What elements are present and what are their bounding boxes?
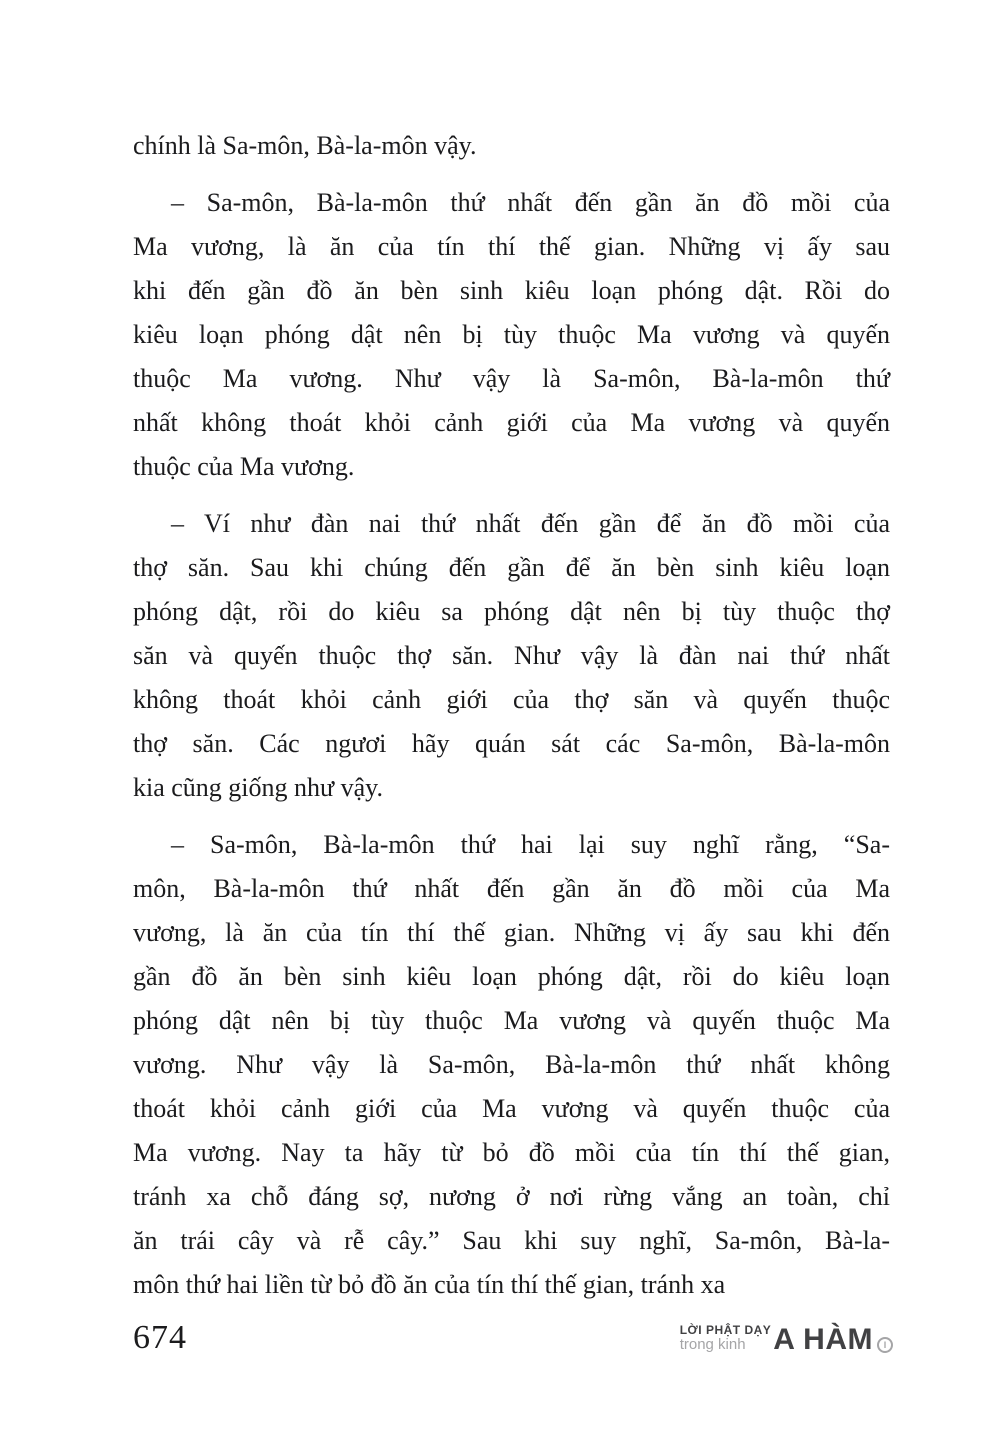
text-line: – Ví như đàn nai thứ nhất đến gần để ăn đồ mồi của [171, 509, 890, 538]
text-line: Ma vương. Nay ta hãy từ bỏ đồ mồi của tín thí thế gian, [133, 1138, 890, 1167]
text-line: kiêu loạn phóng dật nên bị tùy thuộc Ma vương và quyến [133, 320, 890, 349]
page-footer [133, 1318, 893, 1358]
body-text [133, 124, 890, 1307]
text-line: thợ săn. Các ngươi hãy quán sát các Sa-môn, Bà-la-môn [133, 729, 890, 758]
text-line: ăn trái cây và rễ cây.” Sau khi suy nghĩ, Sa-môn, Bà-la- [133, 1226, 890, 1255]
text-line: săn và quyến thuộc thợ săn. Như vậy là đàn nai thứ nhất [133, 641, 890, 670]
volume-one-label: I [883, 1340, 887, 1350]
paragraph [133, 502, 890, 810]
text-line: gần đồ ăn bèn sinh kiêu loạn phóng dật, rồi do kiêu loạn [133, 962, 890, 991]
text-line: khi đến gần đồ ăn bèn sinh kiêu loạn phóng dật. Rồi do [133, 276, 890, 305]
paragraph [133, 124, 890, 168]
book-logo [680, 1324, 893, 1354]
text-line: vương. Như vậy là Sa-môn, Bà-la-môn thứ nhất không [133, 1050, 890, 1079]
logo-series-title: LỜI PHẬT DẠY [679, 1323, 772, 1337]
page-number: 674 [133, 1319, 187, 1356]
text-line: thuộc Ma vương. Như vậy là Sa-môn, Bà-la-môn thứ [133, 364, 890, 393]
text-line: chính là Sa-môn, Bà-la-môn vậy. [133, 131, 477, 160]
text-line: vương, là ăn của tín thí thế gian. Những vị ấy sau khi đến [133, 918, 890, 947]
text-line: Ma vương, là ăn của tín thí thế gian. Những vị ấy sau [133, 232, 890, 261]
text-line: kia cũng giống như vậy. [133, 773, 383, 802]
logo-series-subtitle: trong kinh [679, 1336, 746, 1353]
text-line: thuộc của Ma vương. [133, 452, 355, 481]
text-line: tránh xa chỗ đáng sợ, nương ở nơi rừng vắng an toàn, chỉ [133, 1182, 890, 1211]
text-line: – Sa-môn, Bà-la-môn thứ nhất đến gần ăn đồ mồi của [171, 188, 890, 217]
paragraph [133, 181, 890, 489]
volume-one-icon [877, 1337, 893, 1353]
logo-book-title: A HÀM [773, 1323, 873, 1356]
logo-series-block [680, 1324, 772, 1354]
text-line: thoát khỏi cảnh giới của Ma vương và quyến thuộc của [133, 1094, 890, 1123]
text-line: thợ săn. Sau khi chúng đến gần để ăn bèn sinh kiêu loạn [133, 553, 890, 582]
text-line: nhất không thoát khỏi cảnh giới của Ma vương và quyến [133, 408, 890, 437]
text-line: – Sa-môn, Bà-la-môn thứ hai lại suy nghĩ rằng, “Sa- [171, 830, 890, 859]
text-line: phóng dật nên bị tùy thuộc Ma vương và quyến thuộc Ma [133, 1006, 890, 1035]
text-line: phóng dật, rồi do kiêu sa phóng dật nên bị tùy thuộc thợ [133, 597, 890, 626]
paragraph [133, 823, 890, 1307]
text-line: không thoát khỏi cảnh giới của thợ săn và quyến thuộc [133, 685, 890, 714]
text-line: môn thứ hai liền từ bỏ đồ ăn của tín thí thế gian, tránh xa [133, 1270, 726, 1299]
text-line: môn, Bà-la-môn thứ nhất đến gần ăn đồ mồi của Ma [133, 874, 890, 903]
